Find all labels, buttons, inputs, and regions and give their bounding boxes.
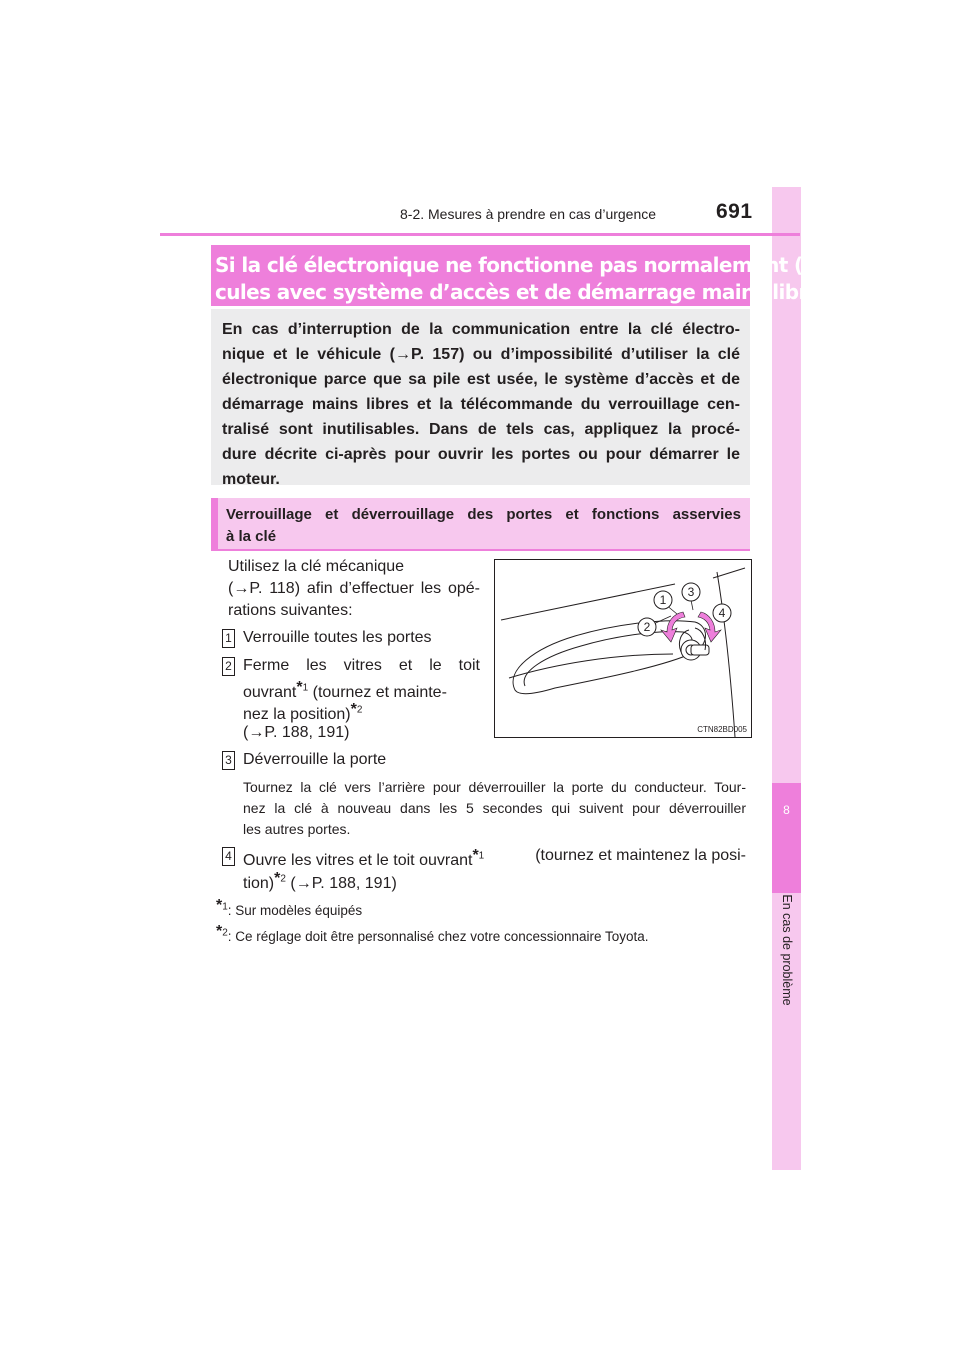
door-handle-drawing — [495, 560, 751, 737]
footnote-mark: 1 — [222, 901, 228, 913]
chapter-label-container — [772, 890, 801, 1010]
intro-line: tralisé sont inutilisables. Dans de tels cas, appliquez la procé- — [222, 421, 740, 438]
step-number-2: 2 — [222, 657, 235, 676]
callout-2: 2 — [643, 620, 651, 634]
footnote-star: * — [216, 897, 223, 914]
step-4-text-line — [243, 847, 746, 870]
subsection-title-line-1: Verrouillage et déverrouillage des portes et fonctions asservies — [226, 506, 741, 523]
step-1-text: Verrouille toutes les portes — [243, 629, 432, 646]
step-4-text-part: (→P. 188, 191) — [285, 875, 397, 892]
footnote-mark: 2 — [222, 927, 228, 939]
step-3-text: Déverrouille la porte — [243, 751, 387, 768]
step-3-note-line: nez la clé à nouveau dans les 5 secondes qui suivent pour déverrouiller — [243, 800, 746, 816]
step-4-text-part: tion) — [243, 875, 275, 892]
callout-3: 3 — [687, 585, 695, 599]
footnote-ref: 2 — [356, 704, 363, 716]
chapter-label: En cas de problème — [779, 894, 794, 1006]
page-number: 691 — [716, 200, 753, 223]
footnote-ref: 1 — [302, 682, 309, 694]
section-title-band — [211, 245, 856, 306]
step-number-3: 3 — [222, 751, 235, 770]
step-number-4: 4 — [222, 847, 235, 866]
footnote-text: : Ce réglage doit être personnalisé chez votre concessionnaire Toyota. — [227, 929, 649, 944]
step-2-text-part: ouvrant — [243, 684, 297, 701]
intro-line: démarrage mains libres et la télécommande du verrouillage cen- — [222, 396, 740, 413]
subsection-accent — [211, 498, 218, 550]
step-3-note-line: les autres portes. — [243, 821, 351, 837]
intro-line: En cas d’interruption de la communication entre la clé électro- — [222, 321, 740, 338]
step-4-text-part — [243, 847, 484, 870]
footnote-star: * — [472, 847, 479, 864]
step-2-text-part: nez la position) — [243, 706, 351, 723]
footnote-star: * — [350, 701, 357, 718]
illustration-code: CTN82BD005 — [697, 725, 747, 734]
intro-line: électronique parce que sa pile est usée, le système d’accès et de — [222, 371, 740, 388]
footnote-2 — [216, 923, 649, 944]
step-2-text-line: (→P. 188, 191) — [243, 724, 350, 741]
header-rule — [160, 233, 800, 236]
chapter-number-tab[interactable] — [772, 783, 801, 893]
intro-line: moteur. — [222, 471, 280, 488]
step-2-text-part: (tournez et mainte- — [308, 684, 447, 701]
footnote-text: : Sur modèles équipés — [227, 903, 363, 918]
lead-text-line: rations suivantes: — [228, 602, 353, 619]
step-4-text-fragment: Ouvre les vitres et le toit ouvrant — [243, 852, 473, 869]
lead-text-line: Utilisez la clé mécanique — [228, 558, 405, 575]
door-handle-illustration — [494, 559, 752, 738]
footnote-ref: 1 — [478, 850, 485, 862]
chapter-side-tab — [772, 187, 801, 1170]
subsection-rule — [211, 549, 750, 551]
step-4-text-part: (tournez et maintenez la posi- — [535, 847, 746, 864]
step-2-text-line — [243, 679, 447, 702]
step-3-note-line: Tournez la clé vers l’arrière pour déverrouiller la porte du conducteur. Tour- — [243, 779, 746, 795]
callout-1: 1 — [659, 593, 667, 607]
step-4-text-line — [243, 870, 397, 893]
footnote-ref: 2 — [280, 873, 286, 885]
footnote-star: * — [216, 923, 223, 940]
subsection-title-line-2: à la clé — [226, 528, 277, 545]
intro-line: dure décrite ci-après pour ouvrir les portes ou pour démarrer le — [222, 446, 740, 463]
footnote-star: * — [274, 870, 281, 887]
section-title-line-2: cules avec système d’accès et de démarrage mains libres) — [215, 280, 841, 304]
step-number-1: 1 — [222, 629, 235, 648]
section-title-line-1: Si la clé électronique ne fonctionne pas normalement (véhi- — [215, 253, 856, 277]
lead-text-line: (→P. 118) afin d’effectuer les opé- — [228, 580, 480, 597]
running-head: 8-2. Mesures à prendre en cas d’urgence — [400, 206, 657, 222]
callout-4: 4 — [718, 606, 726, 620]
footnote-star: * — [296, 679, 303, 696]
step-2-text-line — [243, 701, 362, 724]
footnote-1 — [216, 897, 362, 918]
step-2-text-line: Ferme les vitres et le toit — [243, 657, 480, 674]
intro-line: nique et le véhicule (→P. 157) ou d’impossibilité d’utiliser la clé — [222, 346, 740, 363]
chapter-number: 8 — [783, 803, 790, 817]
